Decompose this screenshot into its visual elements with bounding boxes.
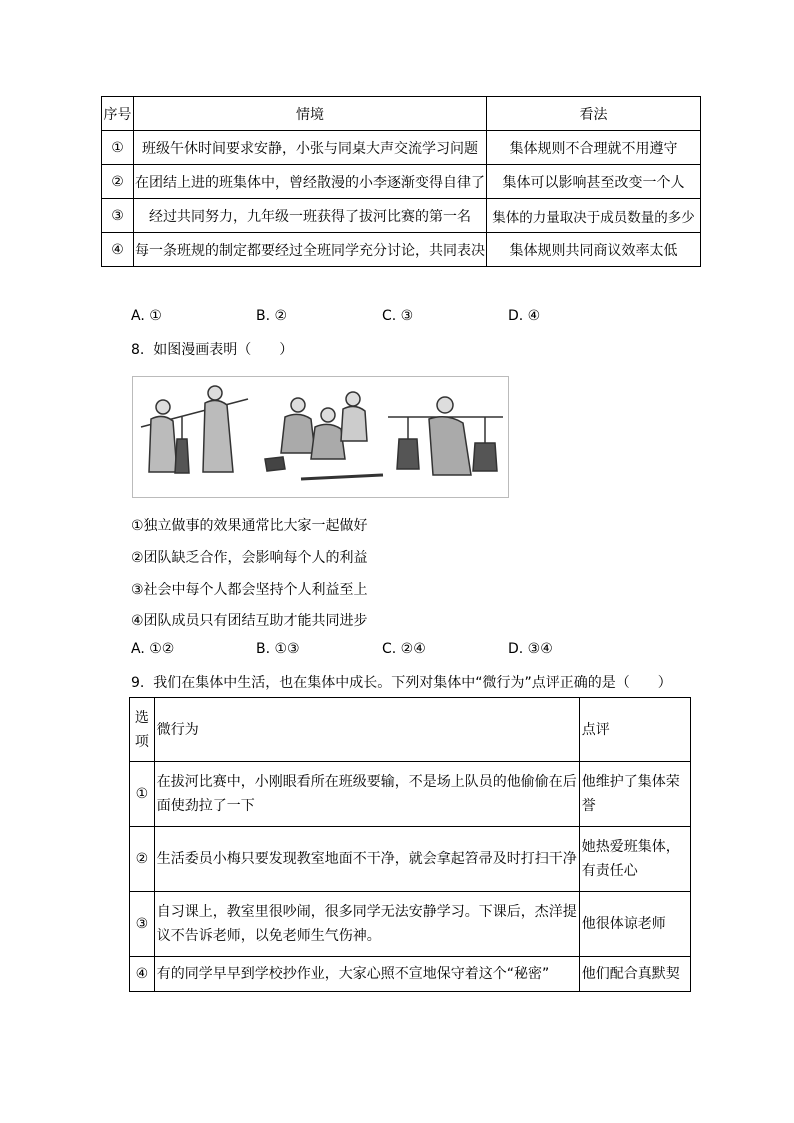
q7-option-c[interactable]: C. ③ [382,308,414,324]
table-header-row [102,97,701,131]
table-row [102,131,701,165]
table-row [102,233,701,267]
cartoon-image [132,376,509,498]
row-behavior: 生活委员小梅只要发现教室地面不干净，就会拿起笤帚及时打扫干净 [154,827,579,892]
table-row [102,165,701,199]
row-option: ① [130,762,155,827]
q8-option-a[interactable]: A. ①② [131,641,175,657]
question9-table [129,697,691,992]
q7-option-b[interactable]: B. ② [256,308,288,324]
q7-option-d[interactable]: D. ④ [508,308,541,324]
row-number: ③ [102,199,134,233]
row-number: ② [102,165,134,199]
monks-cartoon-illustration [133,377,508,497]
row-situation: 经过共同努力，九年级一班获得了拔河比赛的第一名 [134,199,487,233]
header-behavior: 微行为 [154,698,579,762]
table-header-row [130,698,691,762]
q8-statement-4: ④团队成员只有团结互助才能共同进步 [131,613,368,629]
row-option: ② [130,827,155,892]
q8-option-b[interactable]: B. ①③ [256,641,300,657]
table-row [130,827,691,892]
row-comment: 他维护了集体荣誉 [579,762,690,827]
row-comment: 她热爱班集体，有责任心 [579,827,690,892]
row-comment: 他们配合真默契 [579,957,690,992]
row-number: ① [102,131,134,165]
header-comment: 点评 [579,698,690,762]
row-situation: 班级午休时间要求安静，小张与同桌大声交流学习问题 [134,131,487,165]
q7-option-a[interactable]: A. ① [131,308,162,324]
header-situation: 情境 [134,97,487,131]
row-option: ③ [130,892,155,957]
q8-statement-3: ③社会中每个人都会坚持个人利益至上 [131,582,368,598]
q8-option-d[interactable]: D. ③④ [508,641,553,657]
row-situation: 每一条班规的制定都要经过全班同学充分讨论，共同表决 [134,233,487,267]
q8-statement-1: ①独立做事的效果通常比大家一起做好 [131,518,368,534]
row-behavior: 自习课上，教室里很吵闹，很多同学无法安静学习。下课后，杰洋提议不告诉老师，以免老师生气伤神。 [154,892,579,957]
q8-option-c[interactable]: C. ②④ [382,641,426,657]
row-option: ④ [130,957,155,992]
row-situation: 在团结上进的班集体中，曾经散漫的小李逐渐变得自律了 [134,165,487,199]
header-option-label: 选项 [134,709,149,750]
row-number: ④ [102,233,134,267]
row-opinion: 集体的力量取决于成员数量的多少 [487,199,701,233]
row-opinion: 集体规则不合理就不用遵守 [487,131,701,165]
q8-statement-2: ②团队缺乏合作，会影响每个人的利益 [131,550,368,566]
header-option [130,698,155,762]
q9-stem: 9. 我们在集体中生活，也在集体中成长。下列对集体中“微行为”点评正确的是（ ） [131,675,672,691]
table-row [130,892,691,957]
row-behavior: 有的同学早早到学校抄作业，大家心照不宣地保守着这个“秘密” [154,957,579,992]
table-row [130,957,691,992]
row-opinion: 集体可以影响甚至改变一个人 [487,165,701,199]
row-opinion: 集体规则共同商议效率太低 [487,233,701,267]
table-row [102,199,701,233]
q8-stem: 8. 如图漫画表明（ ） [131,342,294,358]
header-opinion: 看法 [487,97,701,131]
table-row [130,762,691,827]
row-comment: 他很体谅老师 [579,892,690,957]
row-behavior: 在拔河比赛中，小刚眼看所在班级要输，不是场上队员的他偷偷在后面使劲拉了一下 [154,762,579,827]
question7-table [101,96,701,267]
header-number: 序号 [102,97,134,131]
